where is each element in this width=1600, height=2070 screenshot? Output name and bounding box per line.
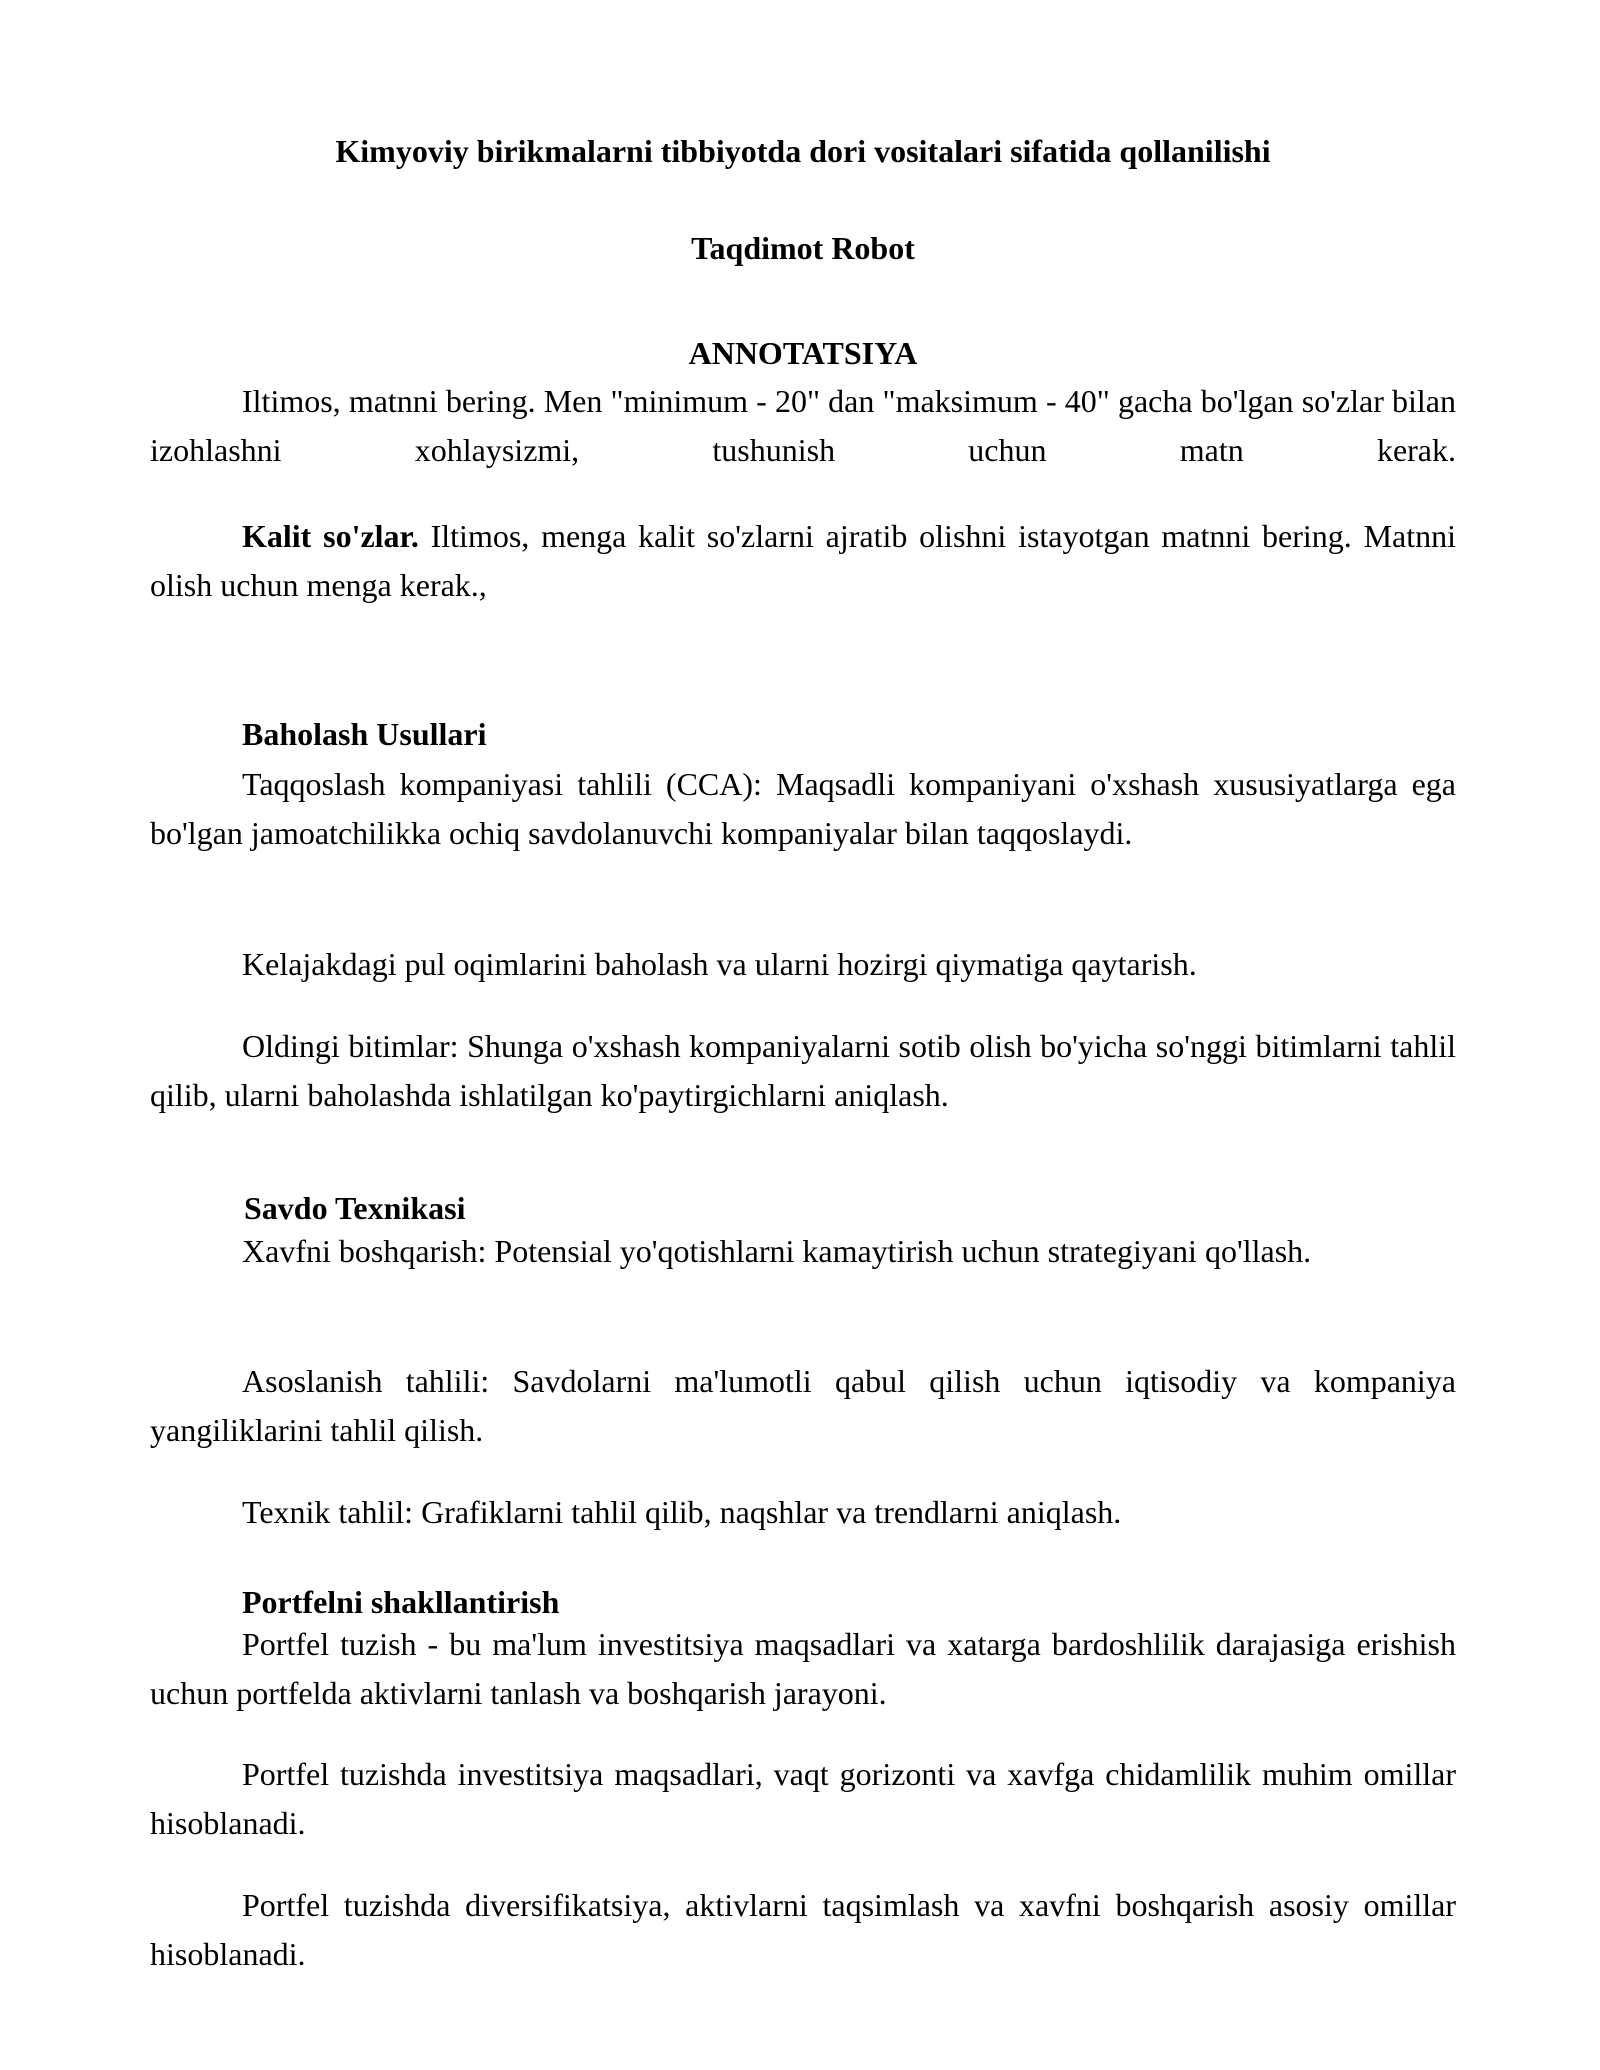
keywords-label: Kalit so'zlar.: [242, 518, 419, 554]
section-paragraph: Portfel tuzishda investitsiya maqsadlari, vaqt gorizonti va xavfga chidamlilik muhim omillar hisoblanadi.: [150, 1756, 1456, 1841]
section-paragraph: Xavfni boshqarish: Potensial yo'qotishlarni kamaytirish uchun strategiyani qo'llash.: [242, 1233, 1312, 1269]
section-paragraph: Texnik tahlil: Grafiklarni tahlil qilib, naqshlar va trendlarni aniqlash.: [242, 1494, 1122, 1530]
section-paragraph: Portfel tuzish - bu ma'lum investitsiya maqsadlari va xatarga bardoshlilik darajasiga erishish uchun portfelda aktivlarni tanlash va boshqarish jarayoni.: [150, 1626, 1456, 1711]
annotation-heading: ANNOTATSIYA: [688, 335, 918, 371]
keywords-text: Iltimos, menga kalit so'zlarni ajratib olishni istayotgan matnni bering. Matnni olish uchun menga kerak.,: [150, 518, 1457, 603]
section-paragraph: Kelajakdagi pul oqimlarini baholash va ularni hozirgi qiymatiga qaytarish.: [242, 946, 1197, 982]
annotation-text: Iltimos, matnni bering. Men "minimum - 20" dan "maksimum - 40" gacha bo'lgan so'zlar bilan izohlashni xohlaysizmi, tushunish uchun matn kerak.: [150, 383, 1456, 468]
section-paragraph: Taqqoslash kompaniyasi tahlili (CCA): Maqsadli kompaniyani o'xshash xususiyatlarga ega bo'lgan jamoatchilikka ochiq savdolanuvchi kompaniyalar bilan taqqoslaydi.: [150, 766, 1456, 851]
section-heading: Baholash Usullari: [242, 716, 487, 752]
section-paragraph: Oldingi bitimlar: Shunga o'xshash kompaniyalarni sotib olish bo'yicha so'nggi bitimlarni tahlil qilib, ularni baholashda ishlatilgan ko'paytirgichlarni aniqlash.: [150, 1028, 1456, 1113]
section-heading: Savdo Texnikasi: [244, 1190, 466, 1226]
section-paragraph: Asoslanish tahlili: Savdolarni ma'lumotli qabul qilish uchun iqtisodiy va kompaniya yangiliklarini tahlil qilish.: [150, 1363, 1456, 1448]
section-heading: Portfelni shakllantirish: [242, 1584, 560, 1620]
section-paragraph: Portfel tuzishda diversifikatsiya, aktivlarni taqsimlash va xavfni boshqarish asosiy omillar hisoblanadi.: [150, 1887, 1456, 1972]
keywords-paragraph: [150, 512, 1456, 610]
document-author: Taqdimot Robot: [691, 230, 915, 266]
document-title: Kimyoviy birikmalarni tibbiyotda dori vositalari sifatida qollanilishi: [335, 133, 1271, 169]
